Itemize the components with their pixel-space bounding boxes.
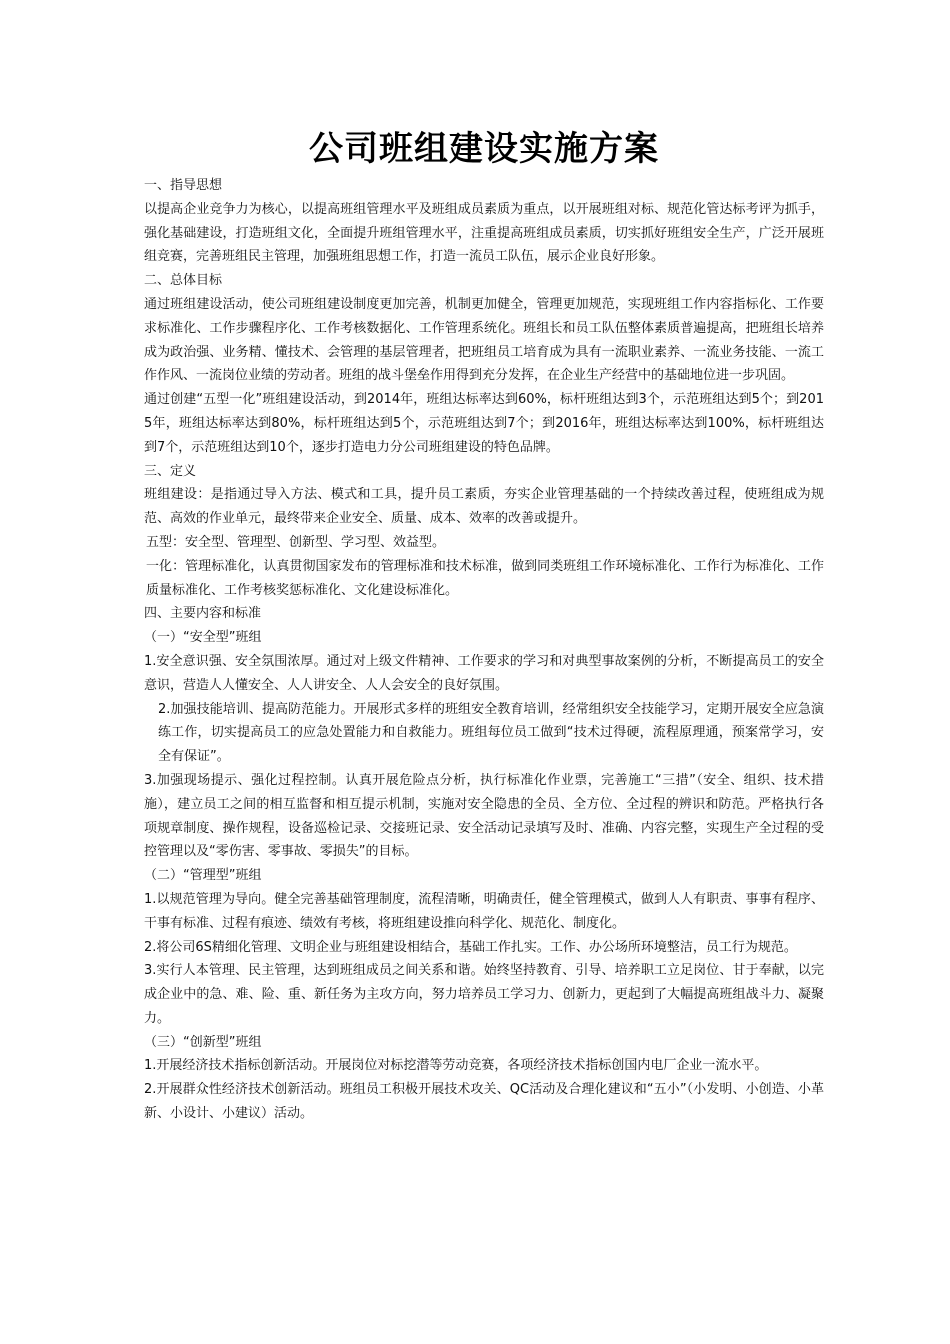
subsection-heading-innovation-type: （三）“创新型”班组 <box>144 1034 262 1050</box>
list-item-management-2: 2.将公司6S精细化管理、文明企业与班组建设相结合，基础工作扎实。工作、办公场所环境整洁，员工行为规范。 <box>144 939 797 955</box>
document-title: 公司班组建设实施方案 <box>309 129 659 169</box>
list-item-management-1: 1.以规范管理为导向。健全完善基础管理制度，流程清晰，明确责任，健全管理模式，做到人人有职责、事事有程序、干事有标准、过程有痕迹、绩效有考核，将班组建设推向科学化、规范化、制度化。 <box>144 891 824 931</box>
document-page <box>144 124 824 1126</box>
list-item-management-3: 3.实行人本管理、民主管理，达到班组成员之间关系和谐。始终坚持教育、引导、培养职工立足岗位、甘于奉献，以完成企业中的急、难、险、重、新任务为主攻方向，努力培养员工学习力、创新力，更起到了大幅提高班组战斗力、凝聚力。 <box>144 963 824 1026</box>
section-heading-main-content: 四、主要内容和标准 <box>144 606 262 622</box>
list-item-innovation-1: 1.开展经济技术指标创新活动。开展岗位对标挖潜等劳动竞赛，各项经济技术指标创国内电厂企业一流水平。 <box>144 1058 768 1074</box>
list-item-innovation-2: 2.开展群众性经济技术创新活动。班组员工积极开展技术攻关、QC活动及合理化建议和“五小”（小发明、小创造、小革新、小设计、小建议）活动。 <box>144 1082 824 1122</box>
paragraph-overall-goal: 通过班组建设活动，使公司班组建设制度更加完善，机制更加健全，管理更加规范，实现班组工作内容指标化、工作要求标准化、工作步骤程序化、工作考核数据化、工作管理系统化。班组长和员工队伍整体素质普遍提高，把班组长培养成为政治强、业务精、懂技术、会管理的基层管理者，把班组员工培育成为具有一流职业素养、一流业务技能、一流工作作风、一流岗位业绩的劳动者。班组的战斗堡垒作用得到充分发挥，在企业生产经营中的基础地位进一步巩固。 <box>144 296 824 384</box>
subsection-heading-safety-type: （一）“安全型”班组 <box>144 630 262 646</box>
paragraph-one-standardization: 一化：管理标准化，认真贯彻国家发布的管理标准和技术标准，做到同类班组工作环境标准化、工作行为标准化、工作质量标准化、工作考核奖惩标准化、文化建设标准化。 <box>146 558 824 598</box>
section-heading-overall-goal: 二、总体目标 <box>144 273 223 289</box>
paragraph-team-building-definition: 班组建设：是指通过导入方法、模式和工具，提升员工素质，夯实企业管理基础的一个持续改善过程，使班组成为规范、高效的作业单元，最终带来企业安全、质量、成本、效率的改善或提升。 <box>144 487 824 527</box>
section-heading-definition: 三、定义 <box>144 463 197 479</box>
list-item-safety-3: 3.加强现场提示、强化过程控制。认真开展危险点分析，执行标准化作业票，完善施工“三措”（安全、组织、技术措施），建立员工之间的相互监督和相互提示机制，实施对安全隐患的全员、全方位、全过程的辨识和防范。严格执行各项规章制度、操作规程，设备巡检记录、交接班记录、安全活动记录填写及时、准确、内容完整，实现生产全过程的受控管理以及“零伤害、零事故、零损失”的目标。 <box>144 772 824 860</box>
paragraph-goal-targets: 通过创建“五型一化”班组建设活动，到2014年，班组达标率达到60%，标杆班组达到3个，示范班组达到5个；到2015年，班组达标率达到80%，标杆班组达到5个，示范班组达到7个；到2016年，班组达标率达到100%，标杆班组达到7个，示范班组达到10个，逐步打造电力分公司班组建设的特色品牌。 <box>144 392 824 455</box>
paragraph-guiding-ideology: 以提高企业竞争力为核心，以提高班组管理水平及班组成员素质为重点，以开展班组对标、规范化管达标考评为抓手，强化基础建设，打造班组文化，全面提升班组管理水平，注重提高班组成员素质，切实抓好班组安全生产，广泛开展班组竞赛，完善班组民主管理，加强班组思想工作，打造一流员工队伍，展示企业良好形象。 <box>144 201 824 265</box>
list-item-safety-2: 2.加强技能培训、提高防范能力。开展形式多样的班组安全教育培训，经常组织安全技能学习，定期开展安全应急演练工作，切实提高员工的应急处置能力和自救能力。班组每位员工做到“技术过得硬，流程原理通，预案常学习，安全有保证”。 <box>158 701 824 765</box>
section-heading-guiding-ideology: 一、指导思想 <box>144 178 223 193</box>
list-item-safety-1: 1.安全意识强、安全氛围浓厚。通过对上级文件精神、工作要求的学习和对典型事故案例的分析，不断提高员工的安全意识，营造人人懂安全、人人讲安全、人人会安全的良好氛围。 <box>144 653 824 693</box>
paragraph-five-types: 五型：安全型、管理型、创新型、学习型、效益型。 <box>146 534 446 550</box>
subsection-heading-management-type: （二）“管理型”班组 <box>144 868 262 884</box>
